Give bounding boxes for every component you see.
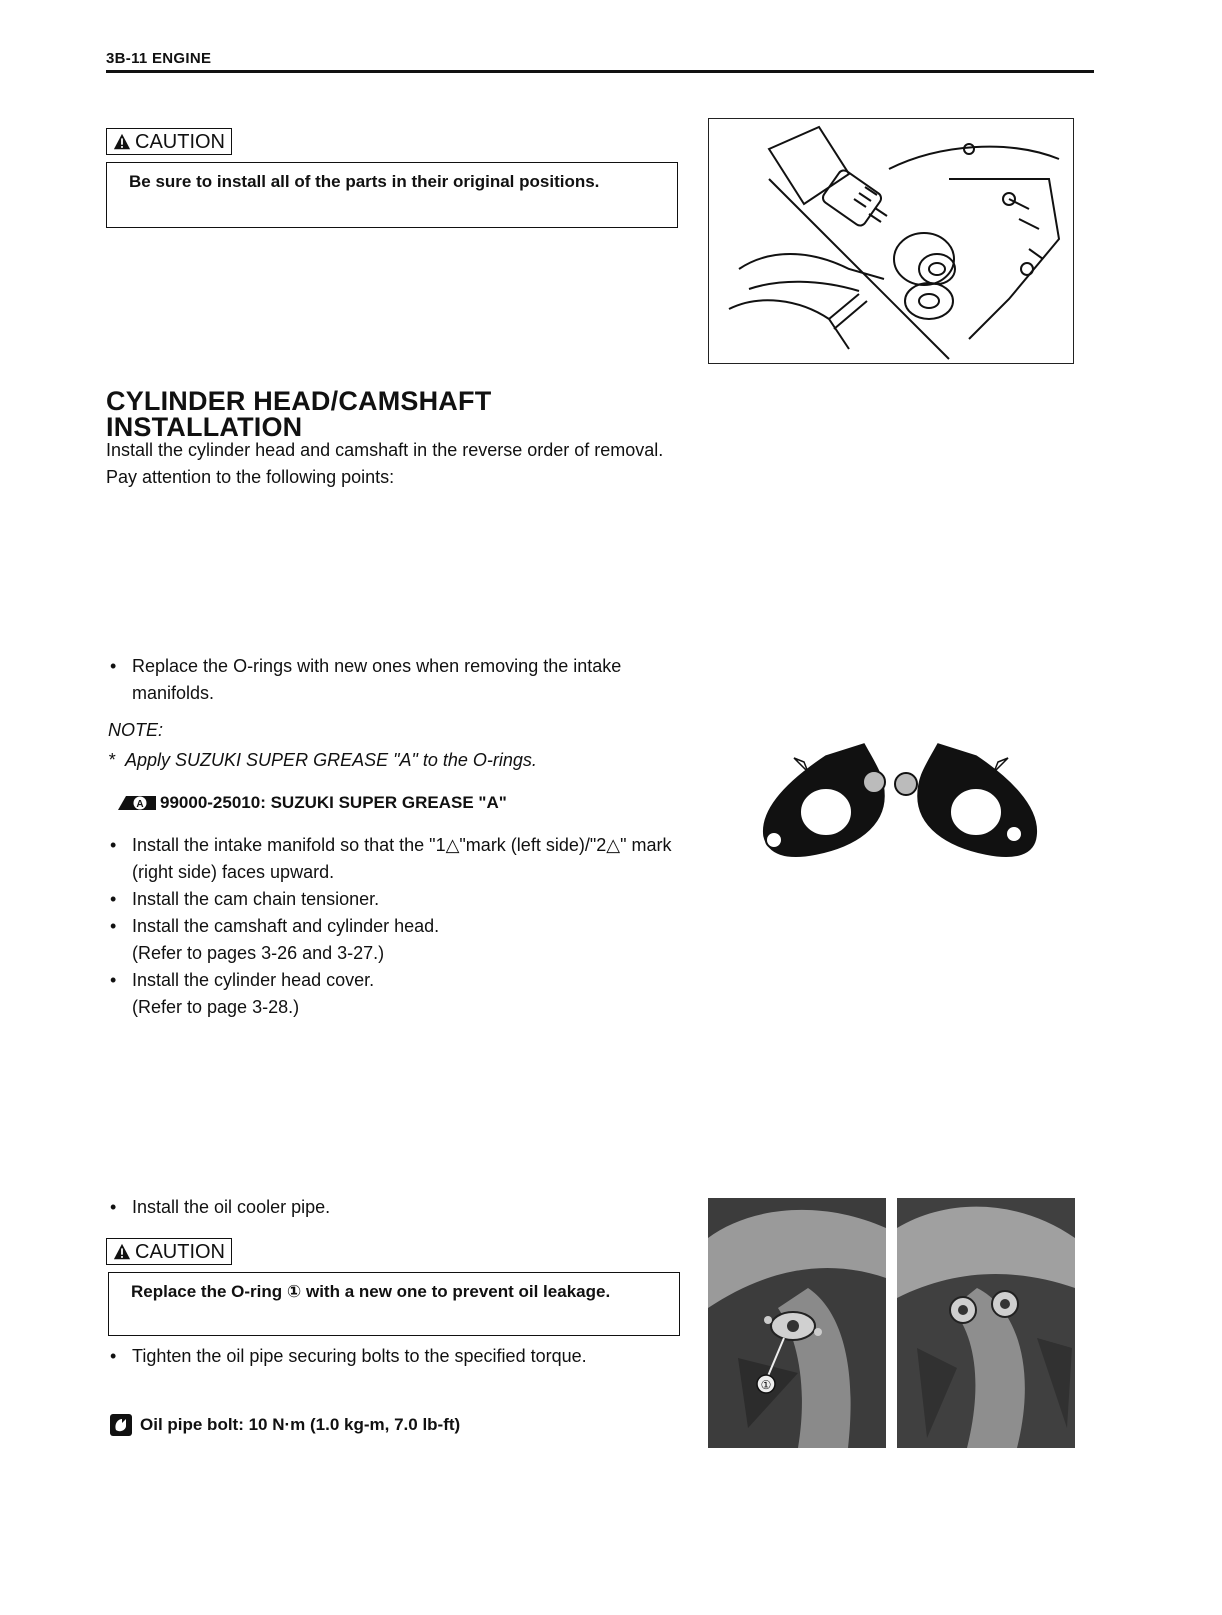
oilcooler-bullet-list	[106, 1194, 681, 1221]
caution-label	[106, 128, 232, 155]
grease-icon-label: A	[136, 799, 144, 810]
install-reference: (Refer to pages 3-26 and 3-27.)	[132, 943, 385, 963]
install-bullet: • Install the camshaft and cylinder head.	[106, 913, 681, 940]
warning-icon	[113, 1243, 131, 1261]
warning-icon	[113, 133, 131, 151]
torque-bullet-list	[106, 1343, 681, 1370]
cylinder-head-figure	[708, 118, 1074, 364]
install-reference: (Refer to page 3-28.)	[132, 997, 300, 1017]
grease-code: 99000-25010: SUZUKI SUPER GREASE "A"	[160, 793, 507, 812]
caution-box-2	[108, 1272, 680, 1336]
caution-box	[106, 162, 678, 228]
install-bullet: • Install the cylinder head cover.	[106, 967, 681, 994]
oring-bullet: • Replace the O-rings with new ones when removing the intake manifolds.	[106, 653, 681, 707]
torque-bullet: • Tighten the oil pipe securing bolts to the specified torque.	[106, 1343, 681, 1370]
note-label: NOTE:	[108, 720, 164, 740]
oil-pipe-photo-right	[897, 1198, 1075, 1448]
header-rule	[106, 70, 1094, 73]
oil-pipe-photo-left	[708, 1198, 886, 1448]
note-asterisk-icon: *	[108, 750, 126, 770]
oil-pipe-photo-left-image	[708, 1198, 886, 1448]
caution-text-2: Replace the O-ring ① with a new one to prevent oil leakage.	[131, 1282, 611, 1301]
oring-callout: ①	[760, 1378, 772, 1392]
torque-spec	[110, 1414, 460, 1436]
oring-bullet-list	[106, 653, 681, 707]
intake-manifold-figure	[756, 736, 1046, 866]
section-intro: Install the cylinder head and camshaft in the reverse order of removal. Pay attention to the following points:	[106, 440, 664, 487]
caution-label-text: CAUTION	[135, 131, 225, 153]
install-bullet: • Install the cam chain tensioner.	[106, 886, 681, 913]
torque-spec-text: Oil pipe bolt: 10 N·m (1.0 kg-m, 7.0 lb-ft)	[140, 1415, 461, 1434]
page-header: 3B-11 ENGINE	[106, 50, 212, 67]
install-bullet: • Install the intake manifold so that the "1△"mark (left side)/"2△" mark (right side) faces upward.	[106, 832, 681, 886]
note-item-text: Apply SUZUKI SUPER GREASE "A" to the O-rings.	[125, 750, 537, 770]
install-bullet-list	[106, 832, 681, 1021]
grease-spec	[116, 792, 507, 814]
oilcooler-bullet: • Install the oil cooler pipe.	[106, 1194, 681, 1221]
caution-text: Be sure to install all of the parts in their original positions.	[129, 172, 600, 191]
section-title: CYLINDER HEAD/CAMSHAFT INSTALLATION	[106, 386, 492, 442]
caution-label-2-text: CAUTION	[135, 1241, 225, 1263]
caution-label-2	[106, 1238, 232, 1265]
note-item	[108, 750, 668, 771]
cylinder-head-drawing	[709, 119, 1073, 363]
torque-wrench-icon	[110, 1414, 132, 1436]
oil-pipe-photo-right-image	[897, 1198, 1075, 1448]
grease-icon	[116, 792, 158, 814]
